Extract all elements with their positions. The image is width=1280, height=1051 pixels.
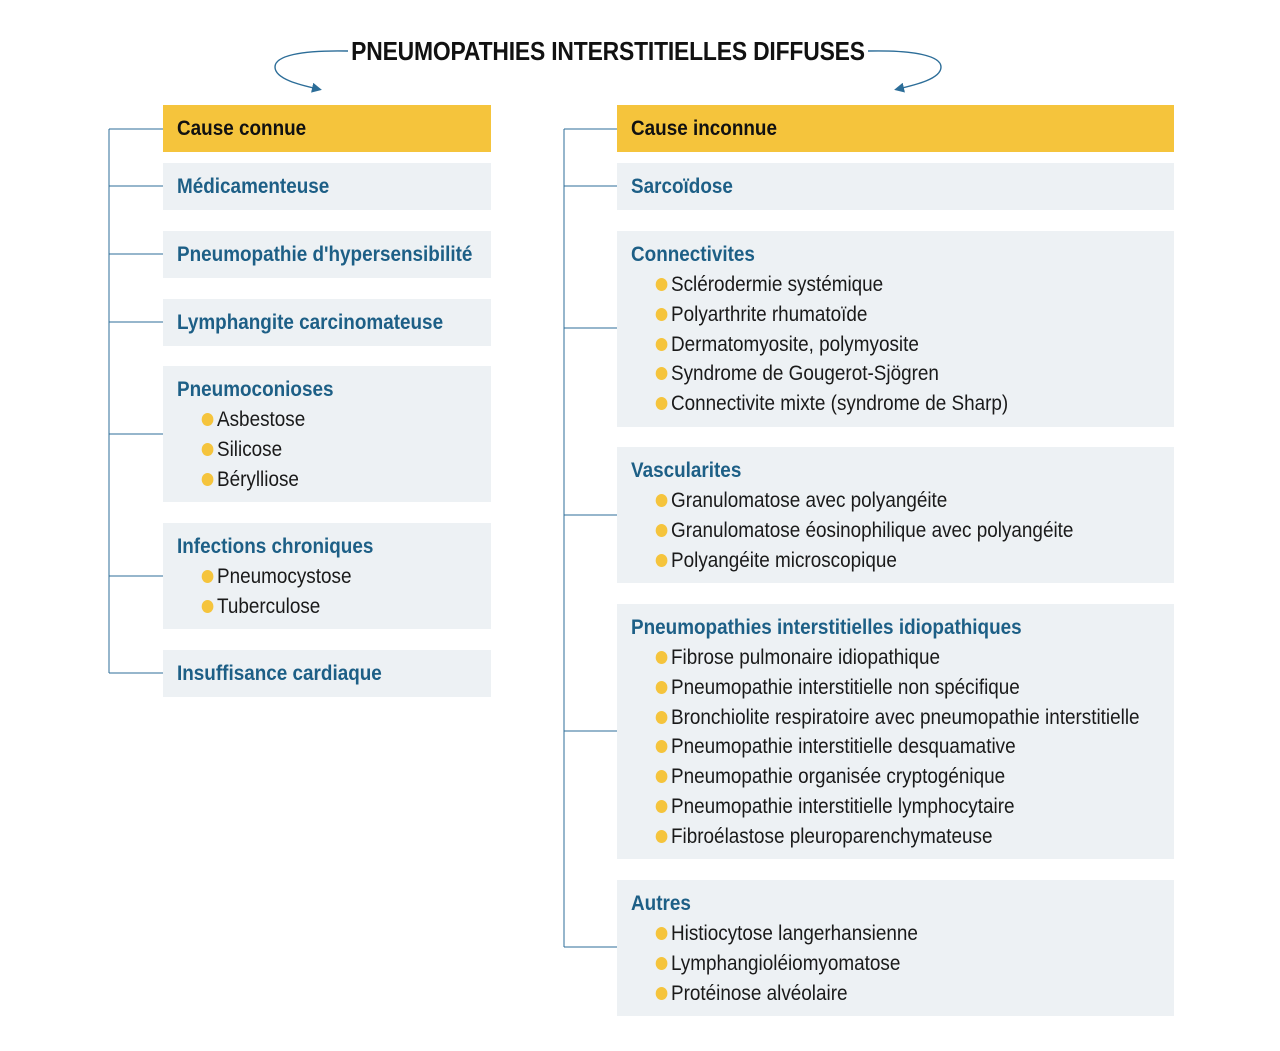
group-heading: Vascularites: [631, 459, 742, 482]
group-heading: Pneumoconioses: [177, 378, 334, 401]
group-items: [631, 919, 1174, 1008]
list-item: Dermatomyosite, polymyosite: [671, 330, 1124, 360]
list-item: Polyangéite microscopique: [671, 546, 1124, 576]
group-heading: Médicamenteuse: [177, 175, 330, 198]
group-pneumoconioses: [163, 366, 491, 502]
group-heading: Insuffisance cardiaque: [177, 662, 382, 685]
list-item: Connectivite mixte (syndrome de Sharp): [671, 389, 1124, 419]
header-label: Cause inconnue: [631, 117, 777, 140]
group-heading: Sarcoïdose: [631, 175, 733, 198]
list-item: Asbestose: [217, 405, 464, 435]
group-items: [177, 405, 491, 494]
group-heading: Infections chroniques: [177, 535, 374, 558]
group-autres: [617, 880, 1174, 1016]
list-item: Sclérodermie systémique: [671, 270, 1124, 300]
list-item: Pneumopathie interstitielle desquamative: [671, 732, 1124, 762]
group-pneumopathie-hypersensibilite: [163, 231, 491, 278]
group-heading: Lymphangite carcinomateuse: [177, 311, 444, 334]
group-heading: Autres: [631, 892, 691, 915]
group-items: [631, 486, 1174, 575]
group-medicamenteuse: [163, 163, 491, 210]
list-item: Fibrose pulmonaire idiopathique: [671, 643, 1124, 673]
list-item: Polyarthrite rhumatoïde: [671, 300, 1124, 330]
list-item: Pneumopathie interstitielle lymphocytaire: [671, 792, 1124, 822]
group-items: [177, 562, 491, 622]
group-heading: Connectivites: [631, 243, 755, 266]
group-heading: Pneumopathie d'hypersensibilité: [177, 243, 473, 266]
group-sarcoidose: [617, 163, 1174, 210]
group-pneumopathies-idiopathiques: [617, 604, 1174, 859]
group-lymphangite-carcinomateuse: [163, 299, 491, 346]
list-item: Pneumopathie organisée cryptogénique: [671, 762, 1124, 792]
header-label: Cause connue: [177, 117, 307, 140]
list-item: Pneumopathie interstitielle non spécifique: [671, 673, 1124, 703]
group-vascularites: [617, 447, 1174, 583]
diagram-title: PNEUMOPATHIES INTERSTITIELLES DIFFUSES: [351, 36, 865, 66]
list-item: Bronchiolite respiratoire avec pneumopathie interstitielle: [671, 703, 1124, 733]
list-item: Granulomatose avec polyangéite: [671, 486, 1124, 516]
header-cause-connue: [163, 105, 491, 152]
list-item: Granulomatose éosinophilique avec polyangéite: [671, 516, 1124, 546]
group-connectivites: [617, 231, 1174, 427]
list-item: Protéinose alvéolaire: [671, 979, 1124, 1009]
list-item: Silicose: [217, 435, 464, 465]
list-item: Tuberculose: [217, 592, 464, 622]
group-insuffisance-cardiaque: [163, 650, 491, 697]
group-infections-chroniques: [163, 523, 491, 629]
list-item: Pneumocystose: [217, 562, 464, 592]
list-item: Bérylliose: [217, 465, 464, 495]
header-cause-inconnue: [617, 105, 1174, 152]
list-item: Lymphangioléiomyomatose: [671, 949, 1124, 979]
list-item: Syndrome de Gougerot-Sjögren: [671, 359, 1124, 389]
list-item: Fibroélastose pleuroparenchymateuse: [671, 822, 1124, 852]
left-curved-arrow: [275, 51, 348, 89]
group-heading: Pneumopathies interstitielles idiopathiques: [631, 616, 1022, 639]
group-items: [631, 270, 1174, 419]
list-item: Histiocytose langerhansienne: [671, 919, 1124, 949]
right-curved-arrow: [868, 51, 941, 89]
group-items: [631, 643, 1174, 852]
